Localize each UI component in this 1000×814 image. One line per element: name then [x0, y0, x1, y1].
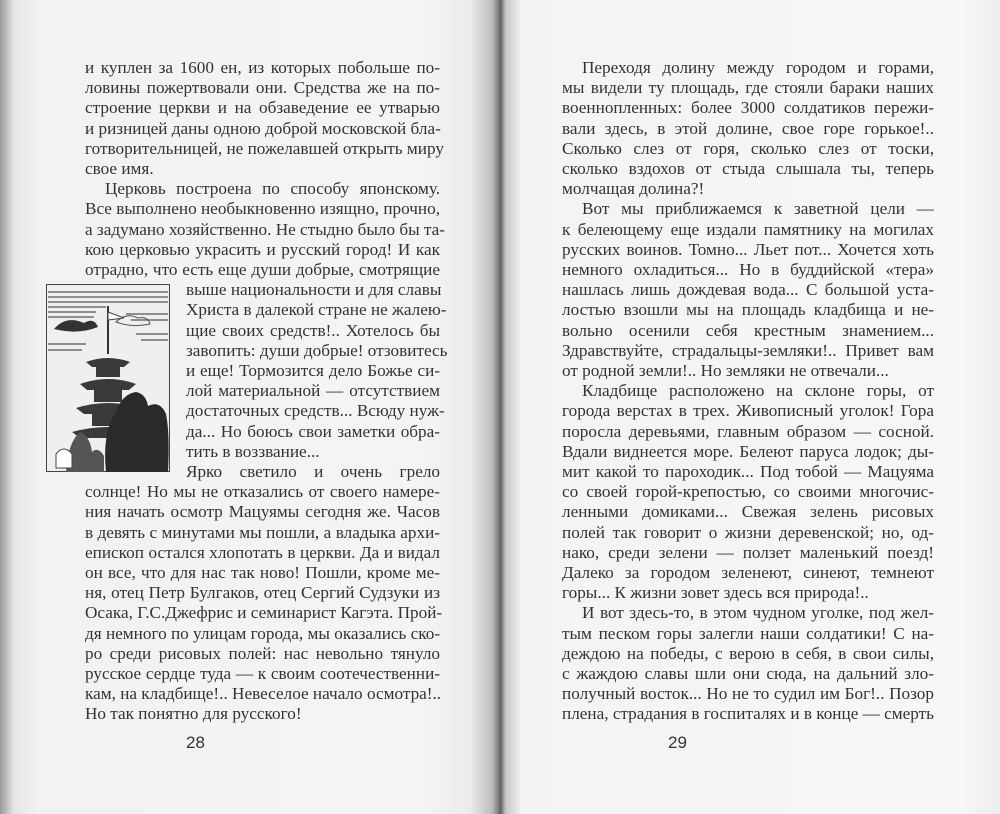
text-line: Христа в далекой стране не жалею- [186, 300, 447, 320]
text-line: и ризницей даны одною доброй московской бла- [85, 118, 441, 138]
text-line: ленными домиками... Свежая зелень рисовых [562, 502, 934, 522]
text-line: военнопленных: более 3000 солдатиков пережи- [562, 98, 934, 118]
text-line: мит какой то пароходик... Под тобой — Мацуяма [562, 462, 934, 481]
page-number: 29 [668, 733, 687, 752]
text-line: немного охладиться... Но в буддийской «тера» [562, 260, 934, 279]
text-line: Церковь построена по способу японскому. [105, 179, 440, 199]
text-line: с жаждою славы шли они сюда, на дальний зло- [562, 664, 934, 683]
text-line: со своей горой-крепостью, со своими многочис- [562, 482, 934, 502]
text-line: Переходя долину между городом и горами, [582, 58, 934, 77]
text-line: к белеющему еще издали памятнику на могилах [562, 219, 934, 239]
text-line: да... Но боюсь свои заметки обра- [186, 421, 440, 441]
text-line: завопить: души добрые! отзовитесь [186, 340, 448, 360]
text-line: Все выполнено необыкновенно изящно, прочно, [85, 199, 440, 219]
text-line: ловины пожертвовали они. Средства же на по- [85, 78, 440, 98]
text-line: кам, на кладбище!.. Невеселое начало осмотра!.. [85, 684, 442, 704]
text-line: отрадно, что есть еще души добрые, смотрящие [85, 260, 440, 279]
text-line: строение церкви и на обзаведение ее утварью [85, 98, 440, 118]
pagoda-illustration [46, 284, 170, 472]
text-line: И вот здесь-то, в этом чудном уголке, под жел- [582, 603, 934, 623]
text-line: горы... К жизни зовет здесь вся природа!.. [562, 583, 869, 603]
text-line: достаточных средств... Всюду нуж- [186, 401, 445, 421]
text-line: Вдали виднеется море. Белеют паруса лодок; ды- [562, 441, 934, 461]
text-line: города верстах в трех. Живописный уголок! Гора [562, 401, 934, 421]
text-line: Здравствуйте, страдальцы-земляки!.. Привет вам [562, 340, 934, 360]
text-line: выше национальности и для славы [186, 280, 442, 300]
text-line: Далеко за городом зеленеют, синеют, темнеют [562, 563, 934, 582]
text-line: а задумано хозяйственно. Не стыдно было бы та- [85, 219, 446, 239]
text-line: Вот мы приближаемся к заветной цели — [582, 199, 934, 219]
text-line: готворительницей, не пожелавшей открыть миру [85, 138, 444, 158]
text-line: поросла деревьями, главным образом — сосной. [562, 421, 934, 441]
text-line: тить в воззвание... [186, 441, 320, 461]
text-line: русское сердце туда — к своим соотечественни- [85, 664, 440, 683]
text-line: от родной земли!.. Но земляки не отвечали... [562, 361, 889, 380]
text-line: полей так говорит о жизни деревенской; но, од- [562, 522, 934, 542]
text-line: солнце! Но мы не отказались от своего намере- [85, 482, 440, 502]
text-line: мы видели ту площадь, где стояли бараки наших [562, 78, 934, 98]
text-line: деждою на победы, с верою в себя, в свои силы, [562, 643, 934, 663]
text-line: дя немного по улицам города, мы оказались ско- [85, 623, 441, 643]
text-line: получный восток... Но не то судил им Бог!.. Позор [562, 684, 934, 704]
text-line: нако, среди зелени — ползет маленький поезд! [562, 542, 934, 562]
text-line: и куплен за 1600 ен, из которых побольше по- [85, 58, 440, 77]
text-line: он все, что для нас так ново! Пошли, кроме ме- [85, 563, 440, 582]
right-page [500, 0, 1000, 814]
text-line: сколько вздохов от стыда слышала ты, теперь [562, 159, 934, 178]
text-line: вали здесь, в этой долине, свое горе горькое!.. [562, 118, 934, 138]
page-number: 28 [186, 733, 205, 752]
text-line: в девять с минутами мы пошли, а владыка архи- [85, 522, 440, 542]
text-line: молчащая долина?! [562, 179, 705, 199]
text-line: тым песком горы залегли наши солдатики! С на- [562, 623, 934, 643]
text-line: Ярко светило и очень грело [186, 462, 440, 481]
text-line: вольно осенили себя крестным знамением... [562, 320, 934, 340]
text-line: ния начать осмотр Мацуямы сегодня же. Часов [85, 502, 440, 522]
text-line: плена, страдания в госпиталях и в конце — смерть [562, 704, 934, 724]
text-line: щие своих средств!.. Хотелось бы [186, 320, 440, 340]
text-line: лостью взошли мы на площадь кладбища и не- [562, 300, 934, 320]
text-line: кою церковью украсить и русский город! И как [85, 239, 440, 259]
text-line: Кладбище расположено на склоне горы, от [582, 381, 934, 401]
text-line: и еще! Тормозится дело Божье си- [186, 361, 440, 380]
text-line: свое имя. [85, 159, 154, 178]
text-line: ро среди рисовых полей: нас невольно тянуло [85, 643, 440, 663]
text-line: Но так понятно для русского! [85, 704, 302, 724]
text-line: нашлась лишь дождевая вода... С большой уста- [562, 280, 934, 300]
text-line: лой материальной — отсутствием [186, 381, 440, 401]
text-line: ня, отец Петр Булгаков, отец Сергий Судзуки из [85, 583, 440, 603]
text-line: епископ остался хлопотать в церкви. Да и видал [85, 542, 440, 562]
text-line: Сколько слез от горя, сколько слез от тоски, [562, 138, 934, 158]
text-line: Осака, Г.С.Джефрис и семинарист Кагэта. Прой- [85, 603, 443, 623]
text-line: русских воинов. Томно... Льет пот... Хочется хоть [562, 239, 934, 259]
